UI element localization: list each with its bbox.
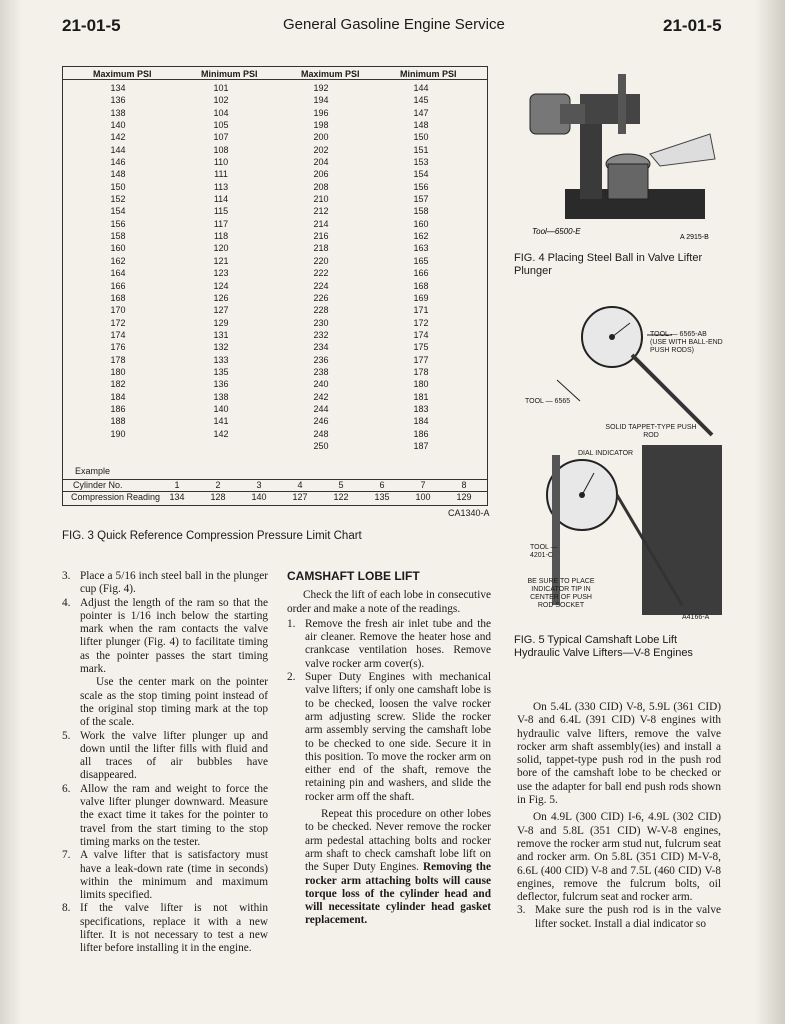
table-cell: 154 (110, 206, 126, 217)
table-cell: 138 (213, 391, 229, 402)
step-text: If the valve lifter is not within specifications, replace it with a new lifter. It is not necessary to test a new lifter before installing it in the engine. (80, 902, 268, 955)
table-cell: 169 (413, 292, 429, 303)
table-cell: 150 (110, 181, 126, 192)
table-cell: 126 (213, 292, 229, 303)
table-cell: 131 (213, 329, 229, 340)
table-cell: 101 (213, 83, 229, 93)
table-header-max-2: Maximum PSI (301, 69, 360, 79)
table-cell: 4 (297, 480, 303, 490)
page-number-right: 21-01-5 (663, 16, 722, 35)
table-cell: 200 (313, 132, 329, 143)
table-cell: 144 (413, 83, 429, 93)
table-cell: 118 (213, 231, 229, 242)
table-cell: 6 (379, 480, 385, 490)
table-cell: 214 (313, 218, 329, 229)
table-cell: 5 (338, 480, 344, 490)
table-cell: 114 (213, 194, 229, 205)
table-cell: 162 (413, 231, 429, 242)
table-cell: 238 (313, 366, 329, 377)
table-cell: 158 (110, 231, 126, 242)
table-cell: 170 (110, 305, 126, 316)
table-cell: 134 (169, 492, 185, 502)
table-cell: 2 (215, 480, 221, 490)
table-cell: 183 (413, 403, 429, 414)
fig4-illustration (520, 64, 720, 244)
table-cell: 140 (251, 492, 267, 502)
page-shadow-right (755, 0, 785, 1024)
step-text: Work the valve lifter plunger up and down until the lifter fills with fluid and all traces of air bubbles have disappeared. (80, 729, 268, 782)
step-text: Adjust the length of the ram so that the pointer is 1/16 inch below the starting mark when the ram contacts the valve lifter plunger (Fig. 4) to facilitate timing as the pointer passes the start timing mark. (80, 596, 268, 676)
table-cell: 1 (174, 480, 180, 490)
table-cell: 188 (110, 416, 126, 427)
table-column-max-1 (103, 82, 133, 440)
table-cell: 120 (213, 243, 229, 254)
step-number: 2. (287, 671, 296, 684)
table-cell: 160 (413, 218, 429, 229)
table-cell: 168 (110, 292, 126, 303)
table-cell: 180 (413, 379, 429, 390)
fig4-tool-label: Tool—6500-E (532, 227, 581, 236)
fig4-caption: FIG. 4 Placing Steel Ball in Valve Lifter Plunger (514, 252, 703, 277)
step-number: 6. (62, 782, 71, 795)
ram-pointer (618, 74, 626, 134)
table-cell: 128 (210, 492, 226, 502)
table-cell: 212 (313, 206, 329, 217)
table-cell: 142 (110, 132, 126, 143)
right-column-text (517, 701, 721, 931)
step-text: A valve lifter that is satisfactory must have a leak-down rate (time in seconds) within the minimum and maximum limits specified. (80, 849, 268, 902)
compression-chart-table (62, 66, 488, 506)
table-cell: 108 (213, 144, 229, 155)
table-cell: 156 (413, 181, 429, 192)
table-cell: 154 (413, 169, 429, 180)
table-cell: 165 (413, 255, 429, 266)
table-cell: 127 (213, 305, 229, 316)
table-cell: 240 (313, 379, 329, 390)
table-cell: 184 (413, 416, 429, 427)
list-item (287, 671, 491, 804)
table-header-max-1: Maximum PSI (93, 69, 152, 79)
table-cell: 236 (313, 354, 329, 365)
example-label: Example (75, 466, 111, 476)
table-cell: 134 (110, 83, 126, 93)
table-cell: 210 (313, 194, 329, 205)
table-cell: 135 (213, 366, 229, 377)
table-cell: 152 (110, 194, 126, 205)
table-cell: 204 (313, 157, 329, 168)
table-cell: 141 (213, 416, 229, 427)
paragraph: On 4.9L (300 CID) I-6, 4.9L (302 CID) V-8 and 5.8L (351 CID) W-V-8 engines, remove the rocker arm stud nut, fulcrum seat and rocker arm. On 5.8L (351 CID) M-V-8, 6.6L (400 CID) V-8 and 7.5L (460 CID) V-8 engines, remove the fulcrum bolts, oil deflector, fulcrum seat and rocker arm. (517, 811, 721, 904)
step-number: 1. (287, 617, 296, 630)
list-item-continuation: Use the center mark on the pointer scale as the stop timing point instead of the original stop timing mark at the top of the scale. (80, 676, 268, 729)
table-cell: 175 (413, 342, 429, 353)
table-header-min-2: Minimum PSI (400, 69, 457, 79)
cylinder-label: Cylinder No. (73, 480, 123, 490)
table-cell: 198 (313, 120, 329, 131)
step-text: Place a 5/16 inch steel ball in the plunger cup (Fig. 4). (80, 570, 268, 596)
table-cell: 147 (413, 107, 429, 118)
page-shadow-left (0, 0, 22, 1024)
table-cell: 187 (413, 440, 429, 451)
table-cell: 242 (313, 391, 329, 402)
table-cell: 158 (413, 206, 429, 217)
page-header-title: General Gasoline Engine Service (283, 16, 505, 33)
step-text: Super Duty Engines with mechanical valve lifters; if only one camshaft lobe is to be checked, loosen the valve rocker arm adjusting screw. Slide the rocker arm assembly serving the camshaft lobe to be checked to one side. Secure it in this position. To move the rocker arm on either end of the shaft, remove the retaining pin and washers, and slide the rocker arm off the shaft. (305, 671, 491, 803)
table-cell: 136 (110, 95, 126, 106)
table-cell: 168 (413, 280, 429, 291)
table-cell: 171 (413, 305, 429, 316)
table-cell: 135 (374, 492, 390, 502)
section-heading: CAMSHAFT LOBE LIFT (287, 569, 420, 583)
table-cell: 172 (110, 317, 126, 328)
list-item (517, 904, 721, 931)
fig5-code: A4166-A (682, 614, 710, 621)
step-text: Allow the ram and weight to force the valve lifter plunger downward. Measure the exact time it takes for the pointer to travel from the start timing to the stop timing marks on the tester. (80, 782, 268, 848)
label-tool-6565: TOOL — 6565 (525, 398, 571, 405)
table-cell: 121 (213, 255, 229, 266)
list-item (62, 570, 268, 597)
step-text: Remove the fresh air inlet tube and the air cleaner. Remove the heater hose and crankcase ventilation hoses. Remove valve rocker arm cover(s). (305, 617, 491, 670)
table-header-min-1: Minimum PSI (201, 69, 258, 79)
table-cell: 202 (313, 144, 329, 155)
table-cell: 250 (313, 440, 329, 451)
table-cell: 232 (313, 329, 329, 340)
step-number: 4. (62, 596, 71, 609)
table-cell: 178 (413, 366, 429, 377)
lifter-cup (608, 164, 648, 199)
list-item (62, 597, 268, 677)
step-number: 8. (62, 902, 71, 915)
table-cell: 136 (213, 379, 229, 390)
hand (650, 134, 715, 166)
table-cell: 151 (413, 144, 429, 155)
table-cell: 248 (313, 428, 329, 439)
warning-text: Removing the rocker arm attaching bolts will cause torque loss of the cylinder head and will necessitate cylinder head gasket replacement. (305, 861, 491, 927)
list-item (62, 783, 268, 849)
table-cell: 127 (292, 492, 308, 502)
table-cell: 174 (413, 329, 429, 340)
table-cell: 162 (110, 255, 126, 266)
table-cell: 148 (413, 120, 429, 131)
table-cell: 122 (333, 492, 349, 502)
table-cell: 177 (413, 354, 429, 365)
table-cell: 174 (110, 329, 126, 340)
table-cell: 156 (110, 218, 126, 229)
label-solid-push-rod: SOLID TAPPET-TYPE PUSH ROD (605, 424, 697, 439)
table-cell: 166 (413, 268, 429, 279)
table-cell: 230 (313, 317, 329, 328)
compression-row (63, 491, 487, 502)
table-cell: 186 (413, 428, 429, 439)
table-cell: 105 (213, 120, 229, 131)
table-cell: 196 (313, 107, 329, 118)
table-cell: 104 (213, 107, 229, 118)
list-item (62, 902, 268, 955)
table-cell: 182 (110, 379, 126, 390)
table-cell: 244 (313, 403, 329, 414)
table-cell: 160 (110, 243, 126, 254)
list-item (287, 618, 491, 671)
table-cell: 142 (213, 428, 229, 439)
list-item (62, 849, 268, 902)
table-cell: 7 (420, 480, 426, 490)
table-column-min-2 (406, 82, 436, 452)
table-cell: 100 (415, 492, 431, 502)
table-cell: 124 (213, 280, 229, 291)
table-cell: 164 (110, 268, 126, 279)
step-number: 7. (62, 849, 71, 862)
table-cell: 184 (110, 391, 126, 402)
table-cell: 148 (110, 169, 126, 180)
table-cell: 150 (413, 132, 429, 143)
table-cell: 113 (213, 181, 229, 192)
table-cell: 133 (213, 354, 229, 365)
table-cell: 110 (213, 157, 229, 168)
table-cell: 8 (461, 480, 467, 490)
table-cell: 218 (313, 243, 329, 254)
table-cell: 220 (313, 255, 329, 266)
table-cell: 138 (110, 107, 126, 118)
compression-label: Compression Reading (71, 492, 161, 502)
table-cell: 140 (213, 403, 229, 414)
label-tool-6565-ab: TOOL — 6565-AB (USE WITH BALL-END PUSH RODS) (650, 331, 723, 354)
engine-valve-springs (642, 445, 722, 615)
table-cell: 166 (110, 280, 126, 291)
table-cell: 224 (313, 280, 329, 291)
weight-hub (560, 104, 585, 124)
table-header-rule (63, 79, 487, 80)
table-cell: 123 (213, 268, 229, 279)
cylinder-row (63, 479, 487, 490)
table-cell: 192 (313, 83, 329, 93)
table-code: CA1340-A (448, 508, 490, 518)
table-cell: 146 (110, 157, 126, 168)
table-cell: 178 (110, 354, 126, 365)
list-item-continuation (287, 808, 491, 928)
step-number: 3. (517, 904, 526, 917)
table-cell: 206 (313, 169, 329, 180)
table-cell: 180 (110, 366, 126, 377)
table-column-min-1 (206, 82, 236, 440)
table-cell: 115 (213, 206, 229, 217)
left-column-steps (62, 570, 268, 956)
table-cell: 194 (313, 95, 329, 106)
table-cell: 181 (413, 391, 429, 402)
page-number-left: 21-01-5 (62, 16, 121, 35)
label-be-sure: BE SURE TO PLACE INDICATOR TIP IN CENTER OF PUSH ROD SOCKET (527, 578, 595, 609)
paragraph: On 5.4L (330 CID) V-8, 5.9L (361 CID) V-8 and 6.4L (391 CID) V-8 engines with hydraulic valve lifters, remove the valve rocker arm shaft assembly(ies) and install a solid, tappet-type push rod in the push rod bore of the camshaft lobe to be checked or use the adapter for ball end push rods shown in Fig. 5. (517, 701, 721, 807)
table-cell: 163 (413, 243, 429, 254)
label-dial-indicator: DIAL INDICATOR (578, 450, 634, 457)
table-cell: 246 (313, 416, 329, 427)
table-cell: 226 (313, 292, 329, 303)
table-cell: 144 (110, 144, 126, 155)
section-intro: Check the lift of each lobe in consecutive order and make a note of the readings. (287, 589, 491, 615)
fig3-caption: FIG. 3 Quick Reference Compression Pressure Limit Chart (62, 530, 362, 542)
table-cell: 3 (256, 480, 262, 490)
step-number: 3. (62, 570, 71, 582)
label-tool-4201: TOOL — 4201-C (530, 544, 558, 559)
table-cell: 129 (213, 317, 229, 328)
table-cell: 102 (213, 95, 229, 106)
tester-arm (580, 94, 640, 124)
table-cell: 129 (456, 492, 472, 502)
table-cell: 176 (110, 342, 126, 353)
table-cell: 153 (413, 157, 429, 168)
table-cell: 228 (313, 305, 329, 316)
step-text: Make sure the push rod is in the valve lifter socket. Install a dial indicator so (535, 904, 721, 930)
table-cell: 216 (313, 231, 329, 242)
table-cell: 107 (213, 132, 229, 143)
table-cell: 132 (213, 342, 229, 353)
table-column-max-2 (306, 82, 336, 452)
table-cell: 222 (313, 268, 329, 279)
table-cell: 111 (214, 169, 228, 180)
push-rod-tool (632, 355, 712, 435)
table-cell: 140 (110, 120, 126, 131)
table-cell: 186 (110, 403, 126, 414)
table-cell: 190 (110, 428, 126, 439)
step-number: 5. (62, 729, 71, 742)
table-cell: 117 (213, 218, 229, 229)
fig5-caption: FIG. 5 Typical Camshaft Lobe Lift Hydraulic Valve Lifters—V-8 Engines (514, 634, 693, 659)
table-cell: 145 (413, 95, 429, 106)
repeat-text: Repeat this procedure on other lobes to be checked. Never remove the rocker arm pedestal attaching bolts and rocker arm shaft to check camshaft lobe lift on the Super Duty Engines. (305, 808, 491, 874)
table-cell: 172 (413, 317, 429, 328)
table-cell: 157 (413, 194, 429, 205)
fig4-code: A 2915-B (680, 234, 709, 241)
camshaft-section (287, 570, 491, 928)
list-item (62, 730, 268, 783)
table-cell: 208 (313, 181, 329, 192)
table-cell: 234 (313, 342, 329, 353)
